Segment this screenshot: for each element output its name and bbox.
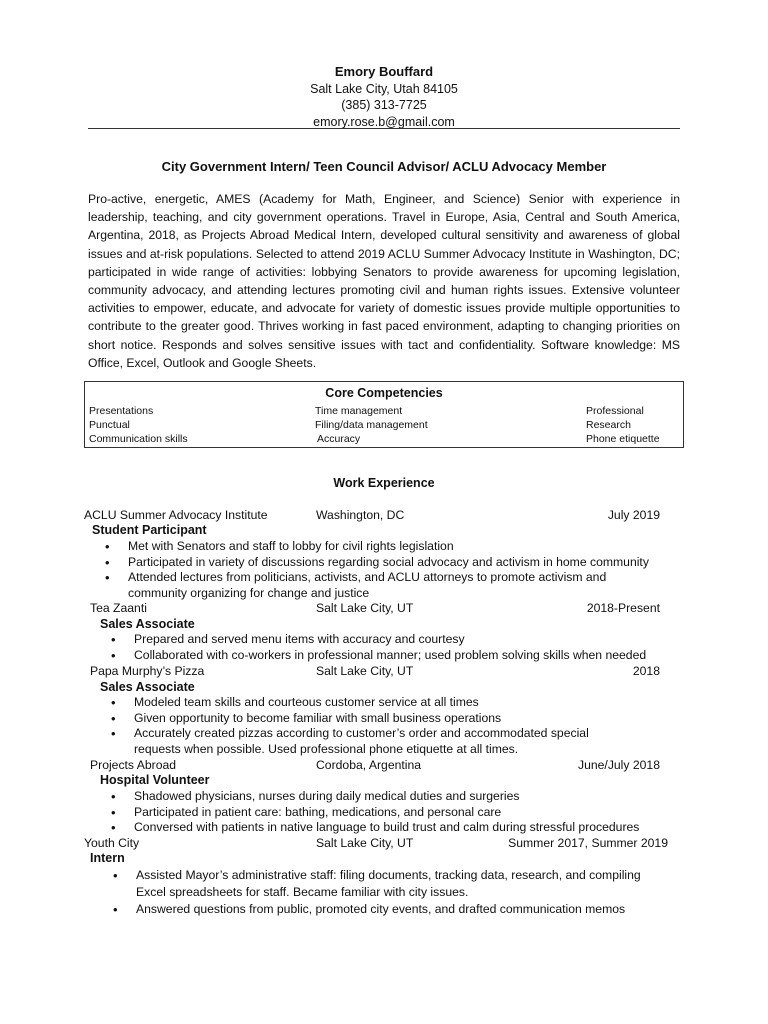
competency-item: Punctual (89, 419, 130, 431)
job-bullet: • Conversed with patients in native language to build trust and calm during stressful procedures (134, 820, 674, 836)
competency-item: Filing/data management (315, 419, 428, 431)
job-bullet: • Assisted Mayor’s administrative staff: filing documents, tracking data, research, and compiling Excel spreadsheets for staff. Became familiar with city issues. (136, 867, 664, 901)
job-organization: Papa Murphy’s Pizza (90, 664, 205, 678)
job-bullet: • Met with Senators and staff to lobby for civil rights legislation (128, 539, 668, 555)
job-bullets (134, 695, 634, 757)
job-bullet: • Attended lectures from politicians, activists, and ACLU attorneys to promote activism and community organizing for change and justice (128, 570, 638, 601)
work-experience-heading: Work Experience (333, 476, 435, 490)
job-bullet: • Participated in variety of discussions regarding social advocacy and activism in home community (128, 555, 668, 571)
job-organization: Tea Zaanti (90, 601, 147, 615)
job-organization: Youth City (84, 836, 140, 850)
job-bullet: • Prepared and served menu items with accuracy and courtesy (134, 632, 674, 648)
job-bullet: • Collaborated with co-workers in professional manner; used problem solving skills when needed (134, 648, 674, 664)
job-date: Summer 2017, Summer 2019 (508, 836, 668, 850)
competency-item: Accuracy (317, 433, 361, 445)
job-role: Intern (90, 851, 125, 865)
job-date: 2018 (632, 664, 660, 678)
competency-item: Research (586, 419, 631, 431)
job-role: Student Participant (92, 523, 207, 537)
competency-item: Phone etiquette (586, 433, 660, 445)
competency-item: Communication skills (89, 433, 188, 445)
competency-item: Time management (315, 405, 403, 417)
job-bullet: • Modeled team skills and courteous customer service at all times (134, 695, 634, 711)
job-location: Salt Lake City, UT (316, 836, 414, 850)
competency-column-2 (315, 404, 428, 446)
email: emory.rose.b@gmail.com (313, 114, 455, 129)
contact-header (0, 64, 768, 130)
address: Salt Lake City, Utah 84105 (310, 81, 458, 96)
core-competencies-box (84, 381, 684, 448)
candidate-name: Emory Bouffard (334, 64, 434, 79)
job-role: Sales Associate (100, 680, 195, 694)
job-date: 2018-Present (586, 601, 660, 615)
job-location: Salt Lake City, UT (316, 601, 414, 615)
job-bullet: • Accurately created pizzas according to customer’s order and accommodated special requests when possible. Used professional phone etiquette at all times. (134, 726, 634, 757)
job-location: Salt Lake City, UT (316, 664, 414, 678)
competency-item: Presentations (89, 405, 154, 417)
job-role: Sales Associate (100, 617, 195, 631)
job-bullets (128, 539, 668, 601)
job-organization: ACLU Summer Advocacy Institute (84, 508, 268, 522)
job-bullet: • Shadowed physicians, nurses during daily medical duties and surgeries (134, 789, 674, 805)
job-bullet: • Given opportunity to become familiar with small business operations (134, 711, 634, 727)
core-competencies-heading: Core Competencies (325, 386, 443, 400)
job-bullet: • Participated in patient care: bathing, medications, and personal care (134, 805, 674, 821)
job-location: Washington, DC (316, 508, 405, 522)
job-organization: Projects Abroad (90, 758, 177, 772)
job-date: July 2019 (607, 508, 660, 522)
job-bullets (136, 867, 664, 918)
resume-title: City Government Intern/ Teen Council Advisor/ ACLU Advocacy Member (161, 159, 607, 174)
job-role: Hospital Volunteer (100, 773, 210, 787)
phone: (385) 313-7725 (341, 98, 427, 112)
summary-paragraph: Pro-active, energetic, AMES (Academy for Math, Engineer, and Science) Senior with experience in leadership, teaching, and city government operations. Travel in Europe, Asia, Central and South America, Argentina, 2018, as Projects Abroad Medical Intern, developed cultural sensitivity and awareness of global issues and at-risk populations. Selected to attend 2019 ACLU Summer Advocacy Institute in Washington, DC; participated in wide range of activities: lobbying Senators to provide awareness for upcoming legislation, community advocacy, and attending lectures promoting civil and human rights issues. Extensive volunteer activities to empower, educate, and advocate for variety of domestic issues provide multiple opportunities to contribute to the greater good. Thrives working in fast paced environment, adapting to changing priorities on short notice. Responds and solves sensitive issues with tact and confidentiality. Software knowledge: MS Office, Excel, Outlook and Google Sheets. (88, 192, 680, 370)
competency-column-3 (586, 404, 660, 446)
job-bullet: • Answered questions from public, promoted city events, and drafted communication memos (136, 901, 664, 918)
job-location: Cordoba, Argentina (316, 758, 422, 772)
competency-column-1 (89, 404, 188, 446)
job-bullets (134, 632, 674, 663)
job-bullets (134, 789, 674, 836)
competency-item: Professional (586, 405, 644, 417)
job-date: June/July 2018 (578, 758, 660, 772)
header-divider (88, 128, 680, 129)
